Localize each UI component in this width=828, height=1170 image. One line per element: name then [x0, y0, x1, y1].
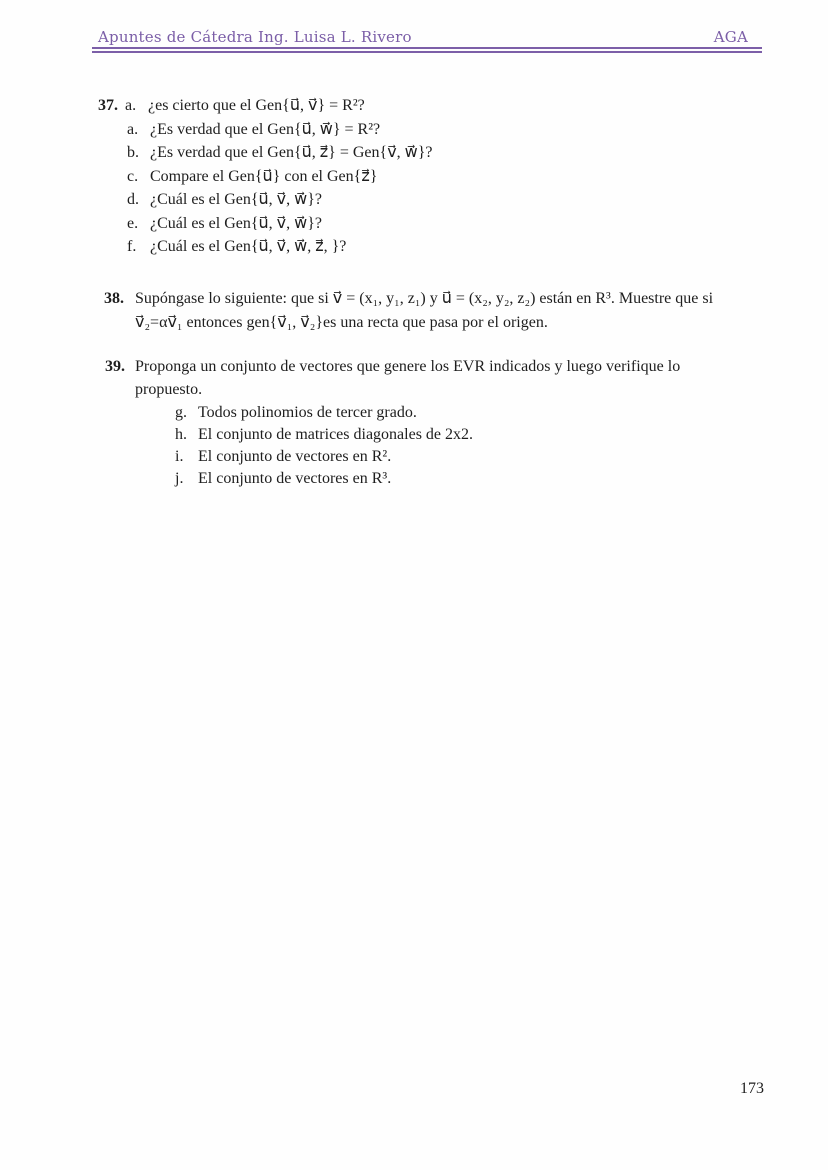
- exercise-number: 37.: [98, 97, 118, 114]
- exercise-39-item-h: [175, 424, 680, 446]
- exercise-39-line-1: Proponga un conjunto de vectores que genere los EVR indicados y luego verifique lo: [135, 358, 681, 375]
- exercise-39-body: [135, 355, 680, 490]
- exercise-39-line-2: propuesto.: [135, 381, 203, 398]
- item-label: g.: [175, 404, 187, 421]
- item-text: ¿Cuál es el Gen{u⃗, v⃗, w⃗}?: [150, 191, 323, 208]
- exercise-37-item-c: [127, 165, 433, 189]
- item-label: i.: [175, 448, 184, 465]
- item-text: ¿es cierto que el Gen{u⃗, v⃗} = R²?: [148, 97, 365, 114]
- item-text: Compare el Gen{u⃗} con el Gen{z⃗}: [150, 167, 378, 185]
- item-text: ¿Cuál es el Gen{u⃗, v⃗, w⃗}?: [150, 214, 323, 232]
- header-abbreviation: AGA: [713, 28, 748, 46]
- item-text: El conjunto de vectores en R².: [198, 448, 392, 465]
- item-label: d.: [127, 191, 139, 208]
- item-text: ¿Es verdad que el Gen{u⃗, w⃗} = R²?: [150, 120, 381, 138]
- item-label: b.: [127, 144, 139, 161]
- exercise-number: 38.: [104, 290, 124, 307]
- exercise-37: [98, 94, 433, 259]
- item-text: Todos polinomios de tercer grado.: [198, 404, 417, 421]
- item-label: a.: [125, 97, 137, 114]
- exercise-39-item-i: [175, 446, 680, 468]
- item-text: El conjunto de matrices diagonales de 2x2.: [198, 426, 474, 443]
- exercise-37-item-f: [127, 235, 433, 259]
- exercise-number: 39.: [105, 358, 125, 375]
- exercise-39-item-g: [175, 402, 680, 424]
- page-header: [98, 28, 748, 46]
- item-label: j.: [175, 470, 184, 487]
- header-course-title: Apuntes de Cátedra Ing. Luisa L. Rivero: [98, 28, 412, 46]
- item-label: a.: [127, 120, 139, 138]
- item-label: f.: [127, 238, 137, 255]
- exercise-39: [105, 355, 680, 490]
- exercise-37-item-b: [127, 141, 433, 165]
- exercise-38-line-2: v⃗₂=αv⃗₁ entonces gen{v⃗₁, v⃗₂}es una recta que pasa por el origen.: [135, 314, 548, 331]
- item-text: ¿Es verdad que el Gen{u⃗, z⃗} = Gen{v⃗, w⃗}?: [150, 144, 433, 161]
- exercise-38-line-1: Supóngase lo siguiente: que si v⃗ = (x₁, y₁, z₁) y u⃗ = (x₂, y₂, z₂) están en R³. Muestre que si: [135, 290, 714, 307]
- item-label: e.: [127, 214, 139, 232]
- exercise-39-items: [135, 402, 680, 490]
- item-label: c.: [127, 167, 139, 185]
- exercise-37-item-a: [127, 118, 433, 142]
- page-number: 173: [740, 1080, 764, 1097]
- header-rule: [92, 47, 762, 53]
- exercise-38: [104, 287, 713, 335]
- exercise-37-item-e: [127, 212, 433, 236]
- item-text: El conjunto de vectores en R³.: [198, 470, 392, 487]
- exercise-38-body: [135, 287, 713, 335]
- item-label: h.: [175, 426, 187, 443]
- exercise-37-lead-line: [98, 94, 433, 118]
- exercise-39-item-j: [175, 468, 680, 490]
- item-text: ¿Cuál es el Gen{u⃗, v⃗, w⃗, z⃗, }?: [150, 238, 347, 255]
- exercise-37-item-d: [127, 188, 433, 212]
